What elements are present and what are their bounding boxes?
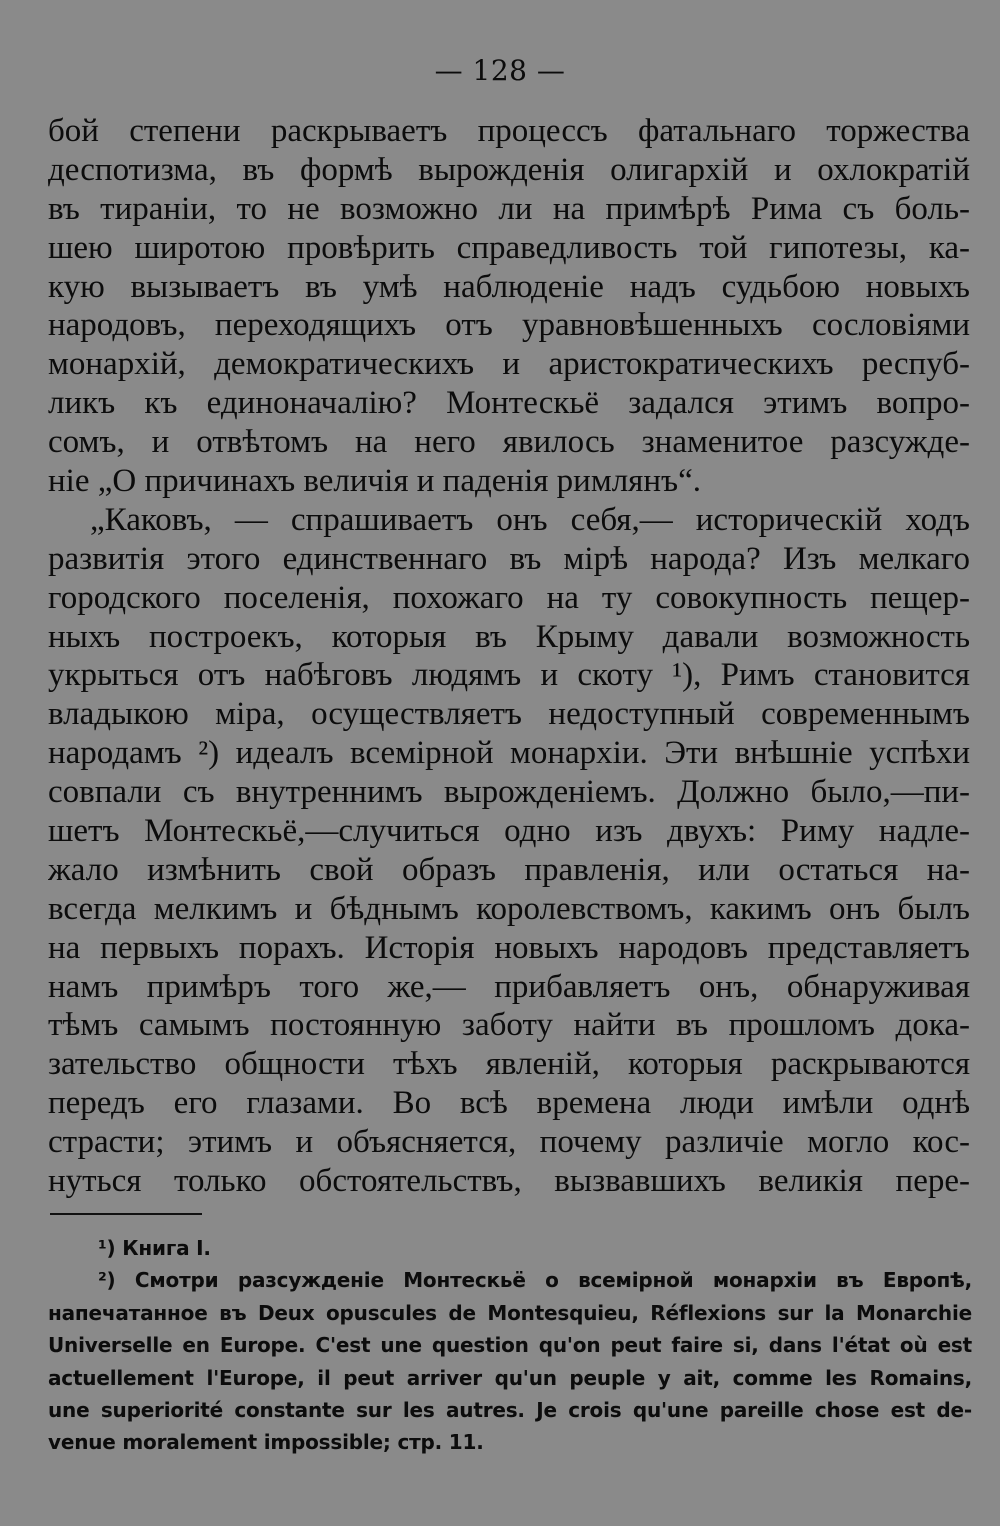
- text-line: шетъ Монтескьё,—случиться одно изъ двухъ: Риму надле-: [48, 813, 970, 850]
- text-line: жало измѣнить свой образъ правленія, или остаться на-: [48, 851, 970, 888]
- footnotes: [48, 1232, 972, 1459]
- text-line: совпали съ внутреннимъ вырожденіемъ. Должно было,—пи-: [48, 774, 970, 811]
- text-line: деспотизма, въ формѣ вырожденія олигархій и охлократій: [48, 151, 970, 188]
- text-line: намъ примѣръ того же,— прибавляетъ онъ, обнаруживая: [48, 968, 970, 1005]
- text-line: бой степени раскрываетъ процессъ фатальнаго торжества: [48, 113, 970, 149]
- text-line: городского поселенія, похожаго на ту совокупность пещер-: [48, 579, 970, 616]
- text-line: нуться только обстоятельствъ, вызвавшихъ великія пере-: [48, 1163, 970, 1200]
- text-line: всегда мелкимъ и бѣднымъ королевствомъ, какимъ онъ былъ: [48, 890, 970, 927]
- text-line: народовъ, переходящихъ отъ уравновѣшенныхъ сословіями: [48, 307, 970, 344]
- text-line: кую вызываетъ въ умѣ наблюденіе надъ судьбою новыхъ: [48, 268, 970, 305]
- text-line: ликъ къ единоначалію? Монтескьё задался этимъ вопро-: [48, 385, 970, 422]
- text-line: ныхъ построекъ, которыя въ Крыму давали возможность: [48, 618, 970, 655]
- text-line: ніе „О причинахъ величія и паденія римлянъ“.: [48, 463, 701, 500]
- footnote-line: actuellement l'Europe, il peut arriver qu'un peuple y ait, comme les Romains,: [48, 1365, 972, 1390]
- text-line: въ тираніи, то не возможно ли на примѣрѣ Рима съ боль-: [48, 190, 970, 227]
- text-line: развитія этого единственнаго въ мірѣ народа? Изъ мелкаго: [48, 540, 970, 577]
- footnote-line: ²) Смотри разсужденіе Монтескьё о всемірной монархіи въ Европѣ,: [98, 1268, 972, 1293]
- footnote-line: Universelle en Europe. C'est une question qu'on peut faire si, dans l'état où est: [48, 1333, 972, 1358]
- text-line: тѣмъ самымъ постоянную заботу найти въ прошломъ дока-: [48, 1007, 970, 1044]
- text-line: монархій, демократическихъ и аристократическихъ респуб-: [48, 346, 970, 383]
- text-line: зательство общности тѣхъ явленій, которыя раскрываются: [48, 1046, 970, 1083]
- text-line: владыкою міра, осуществляетъ недоступный современнымъ: [48, 696, 970, 733]
- text-line: „Каковъ, — спрашиваетъ онъ себя,— историческій ходъ: [90, 501, 970, 538]
- footnote-separator: [50, 1213, 202, 1215]
- text-line: шею широтою провѣрить справедливость той гипотезы, ка-: [48, 229, 970, 266]
- footnote-line: une superiorité constante sur les autres. Je crois qu'une pareille chose est de-: [48, 1397, 972, 1422]
- page-number: — 128 —: [434, 54, 566, 87]
- footnote-line: venue moralement impossible; стр. 11.: [48, 1430, 484, 1455]
- main-text: [48, 112, 970, 1201]
- text-line: укрыться отъ набѣговъ людямъ и скоту ¹), Римъ становится: [48, 657, 970, 694]
- text-line: народамъ ²) идеалъ всемірной монархіи. Эти внѣшніе успѣхи: [48, 735, 970, 772]
- text-line: передъ его глазами. Во всѣ времена люди имѣли однѣ: [48, 1085, 970, 1122]
- text-line: на первыхъ порахъ. Исторія новыхъ народовъ представляетъ: [48, 929, 970, 966]
- footnote-line: ¹) Книга I.: [98, 1236, 211, 1260]
- text-line: сомъ, и отвѣтомъ на него явилось знаменитое разсужде-: [48, 424, 970, 461]
- text-line: страсти; этимъ и объясняется, почему различіе могло кос-: [48, 1124, 970, 1161]
- footnote-line: напечатанное въ Deux opuscules de Montesquieu, Réflexions sur la Monarchie: [48, 1300, 972, 1325]
